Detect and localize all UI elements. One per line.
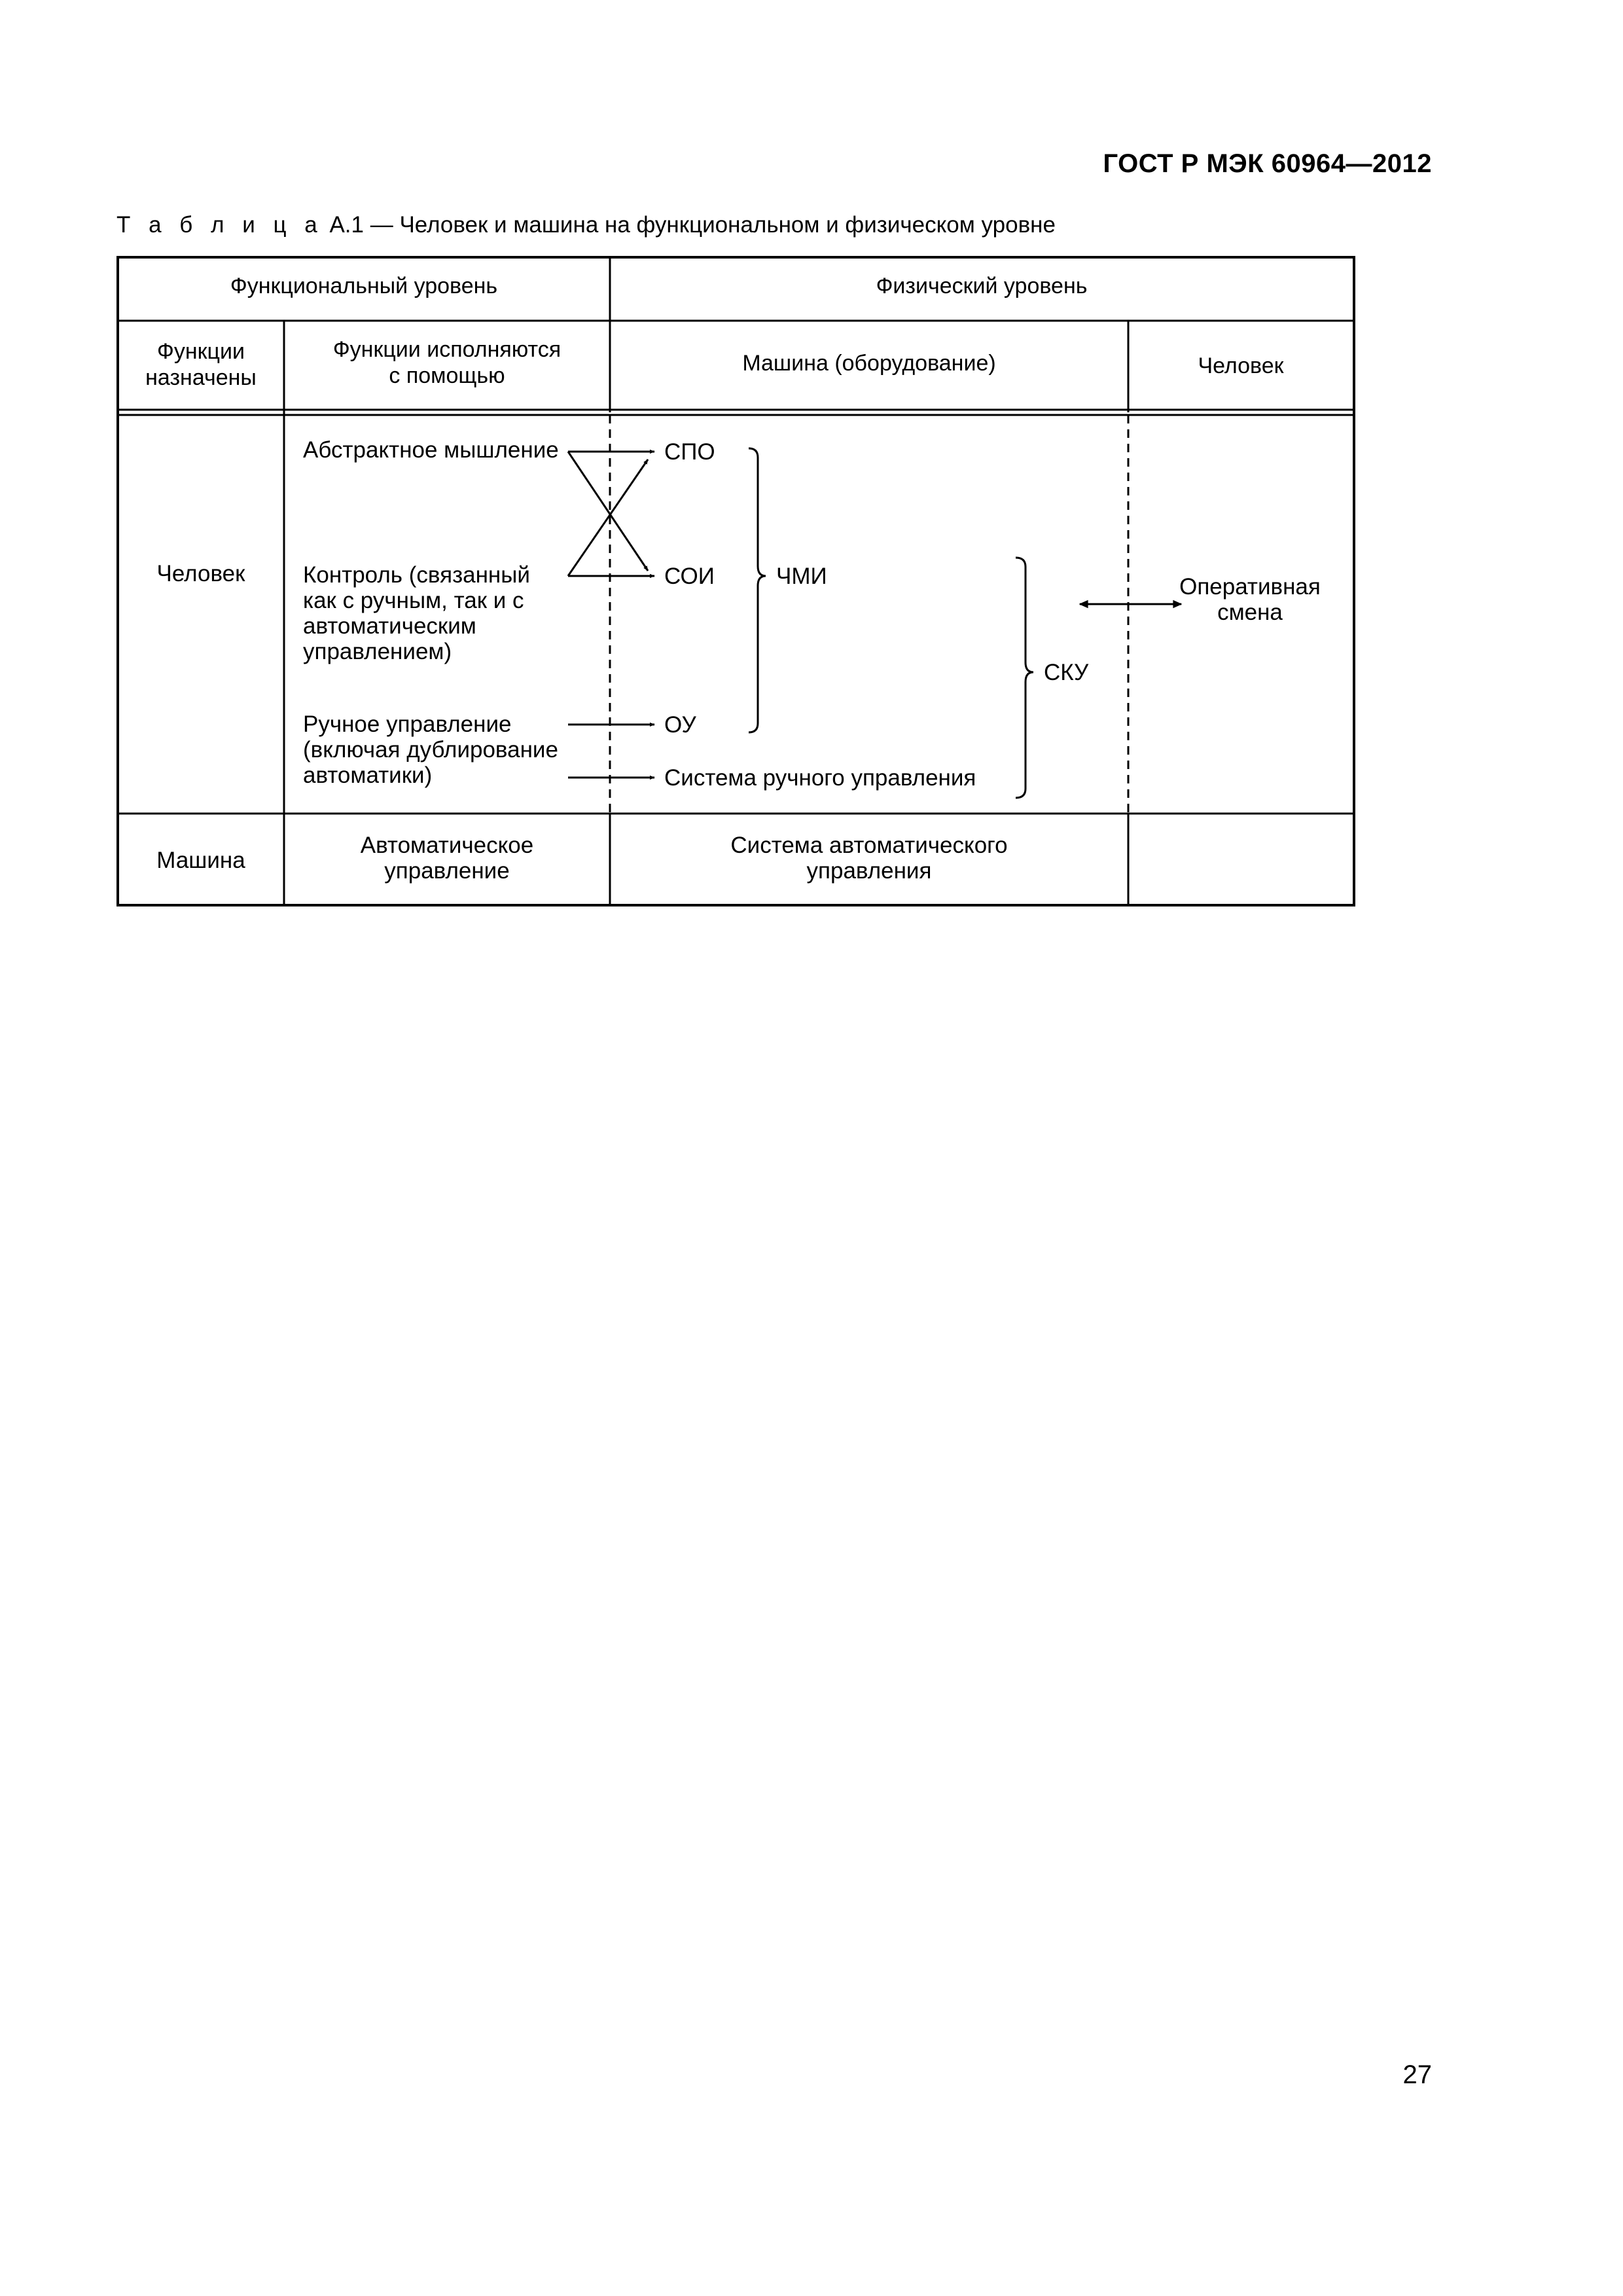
human-operational-shift-line2: смена: [1217, 600, 1283, 625]
function-control-line1: Контроль (связанный: [303, 562, 530, 588]
subheader-assigned-line1: Функции: [157, 339, 245, 364]
row-human-assigned: Человек: [156, 561, 245, 586]
header-physical-level: Физический уровень: [876, 274, 1088, 298]
function-abstract-thinking: Абстрактное мышление: [303, 437, 559, 463]
function-control-line2: как с ручным, так и с: [303, 588, 524, 613]
subheader-human: Человек: [1198, 353, 1284, 378]
equipment-manual-control-system: Система ручного управления: [664, 765, 976, 791]
subheader-assigned-line2: назначены: [145, 365, 257, 390]
subheader-performed-line1: Функции исполняются: [332, 337, 562, 362]
function-control-line4: управлением): [303, 639, 452, 664]
subheader-performed-line2: с помощью: [389, 363, 505, 388]
row-machine-system-line1: Система автоматического: [730, 833, 1008, 858]
equipment-chmi: ЧМИ: [776, 564, 827, 589]
equipment-soi: СОИ: [664, 564, 715, 589]
row-machine-assigned: Машина: [156, 848, 245, 873]
row-machine-function-line1: Автоматическое: [360, 833, 534, 858]
equipment-sku: СКУ: [1044, 660, 1089, 685]
row-machine-function-line2: управление: [384, 858, 510, 884]
equipment-ou: ОУ: [664, 712, 696, 738]
document-code: ГОСТ Р МЭК 60964—2012: [1103, 149, 1432, 178]
function-control-line3: автоматическим: [303, 613, 476, 639]
dashed-boundaries: [610, 415, 1128, 814]
page-number: 27: [1402, 2060, 1432, 2089]
equipment-spo: СПО: [664, 439, 715, 465]
brace-chmi: [749, 448, 766, 732]
caption-text: А.1 — Человек и машина на функциональном и физическом уровне: [323, 212, 1056, 238]
function-arrows: [568, 452, 654, 778]
caption-label: Т а б л и ц а: [116, 212, 323, 238]
subheader-machine: Машина (оборудование): [742, 351, 996, 376]
function-manual-line2: (включая дублирование: [303, 737, 558, 762]
human-operational-shift-line1: Оперативная: [1179, 574, 1321, 600]
header-functional-level: Функциональный уровень: [230, 274, 498, 298]
function-manual-line1: Ручное управление: [303, 711, 512, 737]
row-machine-system-line2: управления: [806, 858, 932, 884]
function-manual-line3: автоматики): [303, 762, 433, 788]
brace-sku: [1016, 558, 1033, 798]
